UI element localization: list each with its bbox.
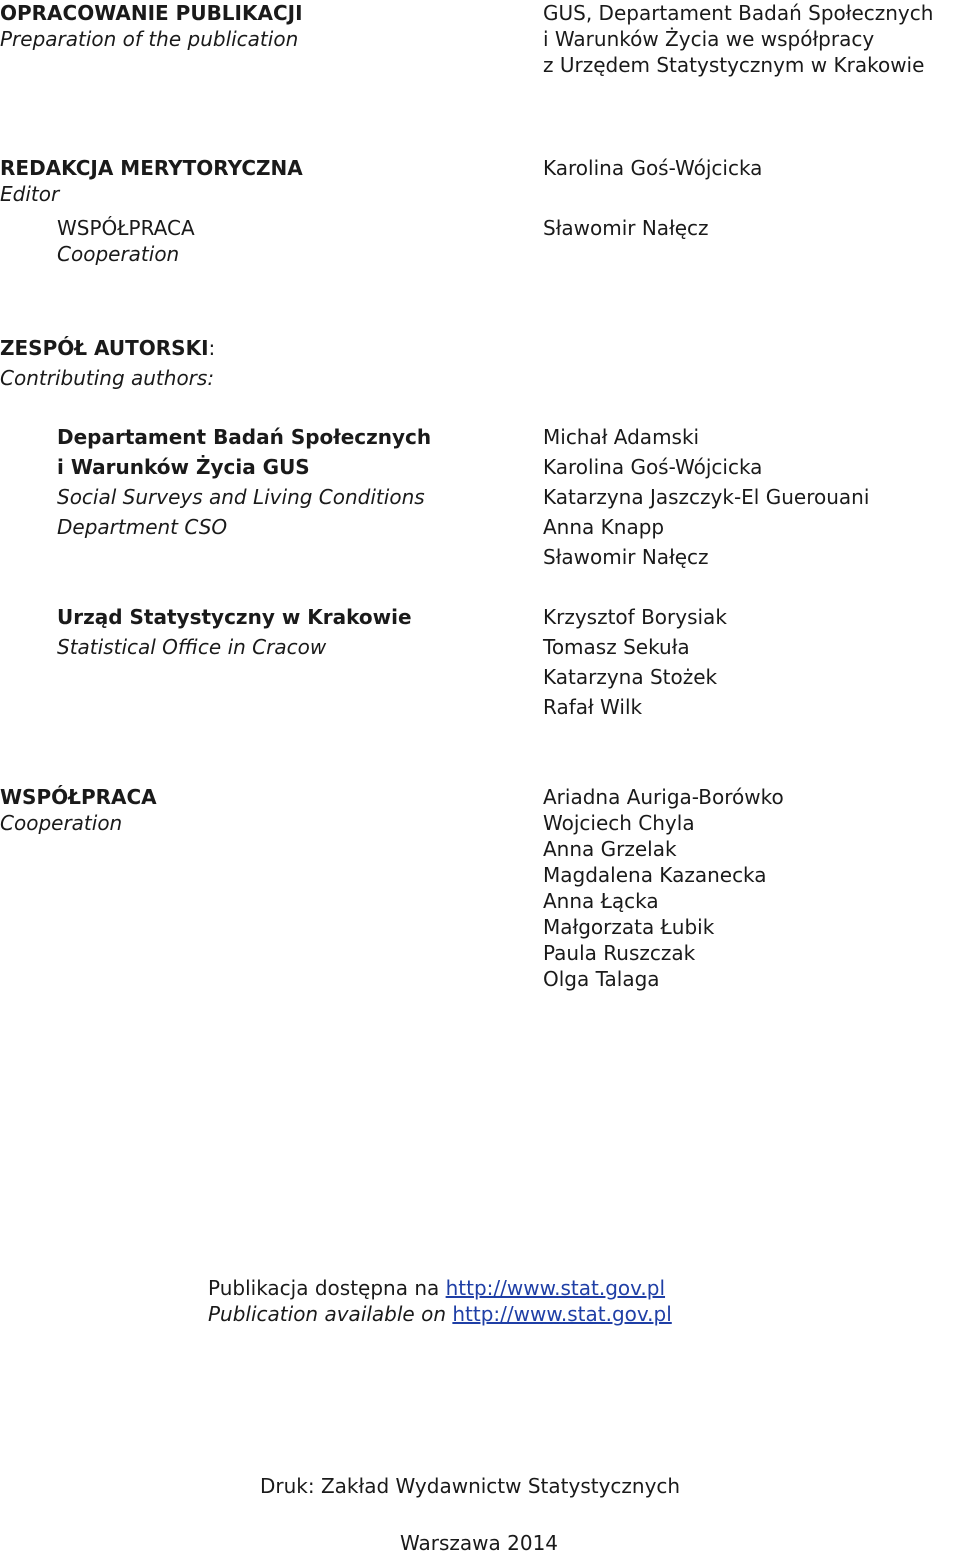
cooperator-name: Ariadna Auriga-Borówko <box>543 785 784 809</box>
availability-pl <box>208 1275 665 1301</box>
editor-label-pl: REDAKCJA MERYTORYCZNA <box>0 156 303 180</box>
availability-en-prefix: Publication available on <box>208 1302 453 1326</box>
cooperation-people-list <box>543 784 784 992</box>
authors-krakow-name-en: Statistical Office in Cracow <box>57 635 327 659</box>
preparation-value-block <box>543 0 933 78</box>
authors-gus-name-en: Department CSO <box>57 515 228 539</box>
authors-label-colon: : <box>208 336 216 360</box>
authors-gus-name-block <box>57 422 431 542</box>
authors-label-pl: ZESPÓŁ AUTORSKI <box>0 336 209 360</box>
authors-label-en: Contributing authors: <box>0 366 215 390</box>
preparation-label-en: Preparation of the publication <box>0 27 299 51</box>
editor-cooperation-label-pl: WSPÓŁPRACA <box>57 216 195 240</box>
availability-en-link[interactable]: http://www.stat.gov.pl <box>452 1302 672 1326</box>
editor-cooperation-label-en: Cooperation <box>57 242 180 266</box>
author-name: Katarzyna Jaszczyk-El Guerouani <box>543 485 870 509</box>
cooperator-name: Magdalena Kazanecka <box>543 863 767 887</box>
availability-pl-prefix: Publikacja dostępna na <box>208 1276 446 1300</box>
author-name: Karolina Goś-Wójcicka <box>543 455 763 479</box>
editor-cooperation-label-block <box>57 215 195 267</box>
preparation-label-pl: OPRACOWANIE PUBLIKACJI <box>0 1 303 25</box>
author-name: Krzysztof Borysiak <box>543 605 727 629</box>
editor-value: Karolina Goś-Wójcicka <box>543 156 763 180</box>
preparation-label-block <box>0 0 303 52</box>
author-name: Anna Knapp <box>543 515 665 539</box>
cooperator-name: Anna Grzelak <box>543 837 677 861</box>
cooperator-name: Małgorzata Łubik <box>543 915 715 939</box>
cooperator-name: Paula Ruszczak <box>543 941 696 965</box>
author-name: Sławomir Nałęcz <box>543 545 709 569</box>
availability-pl-link[interactable]: http://www.stat.gov.pl <box>445 1276 666 1300</box>
authors-gus-people-list <box>543 422 869 572</box>
cooperator-name: Anna Łącka <box>543 889 659 913</box>
author-name: Rafał Wilk <box>543 695 643 719</box>
cooperation-label-en: Cooperation <box>0 811 123 835</box>
preparation-value-line: GUS, Departament Badań Społecznych <box>543 1 934 25</box>
author-name: Michał Adamski <box>543 425 700 449</box>
preparation-value-line: z Urzędem Statystycznym w Krakowie <box>543 53 925 77</box>
cooperation-label-pl: WSPÓŁPRACA <box>0 785 157 809</box>
cooperator-name: Wojciech Chyla <box>543 811 695 835</box>
editor-label-en: Editor <box>0 182 60 206</box>
authors-gus-name-pl: Departament Badań Społecznych <box>57 425 432 449</box>
author-name: Tomasz Sekuła <box>543 635 690 659</box>
place-year: Warszawa 2014 <box>400 1531 559 1555</box>
editor-cooperation-value: Sławomir Nałęcz <box>543 216 709 240</box>
authors-label-block <box>0 333 215 393</box>
author-name: Katarzyna Stożek <box>543 665 718 689</box>
editor-label-block <box>0 155 303 207</box>
print-label: Druk: Zakład Wydawnictw Statystycznych <box>260 1474 681 1498</box>
cooperation-label-block <box>0 784 157 836</box>
authors-krakow-name-pl: Urząd Statystyczny w Krakowie <box>57 605 412 629</box>
cooperator-name: Olga Talaga <box>543 967 660 991</box>
preparation-value-line: i Warunków Życia we współpracy <box>543 27 875 51</box>
authors-label-pl-line <box>0 333 215 363</box>
authors-gus-name-pl: i Warunków Życia GUS <box>57 455 310 479</box>
authors-krakow-people-list <box>543 602 727 722</box>
authors-krakow-name-block <box>57 602 412 662</box>
availability-en <box>208 1301 672 1327</box>
authors-gus-name-en: Social Surveys and Living Conditions <box>57 485 425 509</box>
